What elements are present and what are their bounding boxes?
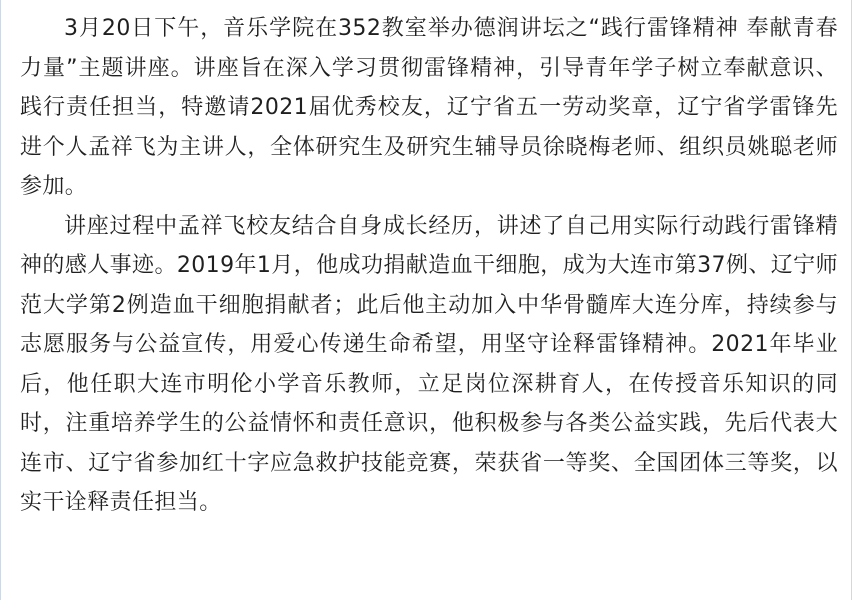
article-paragraph-2: 讲座过程中孟祥飞校友结合自身成长经历，讲述了自己用实际行动践行雷锋精神的感人事迹。2019年1月，他成功捐献造血干细胞，成为大连市第37例、辽宁师范大学第2例造血干细胞捐献者；此后他主动加入中华骨髓库大连分库，持续参与志愿服务与公益宣传，用爱心传递生命希望，用坚守诠释雷锋精神。2021年毕业后，他任职大连市明伦小学音乐教师，立足岗位深耕育人，在传授音乐知识的同时，注重培养学生的公益情怀和责任意识，他积极参与各类公益实践，先后代表大连市、辽宁省参加红十字应急救护技能竞赛，荣获省一等奖、全国团体三等奖，以实干诠释责任担当。 [20,213,838,515]
article-body [20,9,838,523]
article-paragraph-1: 3月20日下午，音乐学院在352教室举办德润讲坛之“践行雷锋精神 奉献青春力量”主题讲座。讲座旨在深入学习贯彻雷锋精神，引导青年学子树立奉献意识、践行责任担当，特邀请2021届优秀校友，辽宁省五一劳动奖章，辽宁省学雷锋先进个人孟祥飞为主讲人，全体研究生及研究生辅导员徐晓梅老师、组织员姚聪老师参加。 [20,16,838,199]
